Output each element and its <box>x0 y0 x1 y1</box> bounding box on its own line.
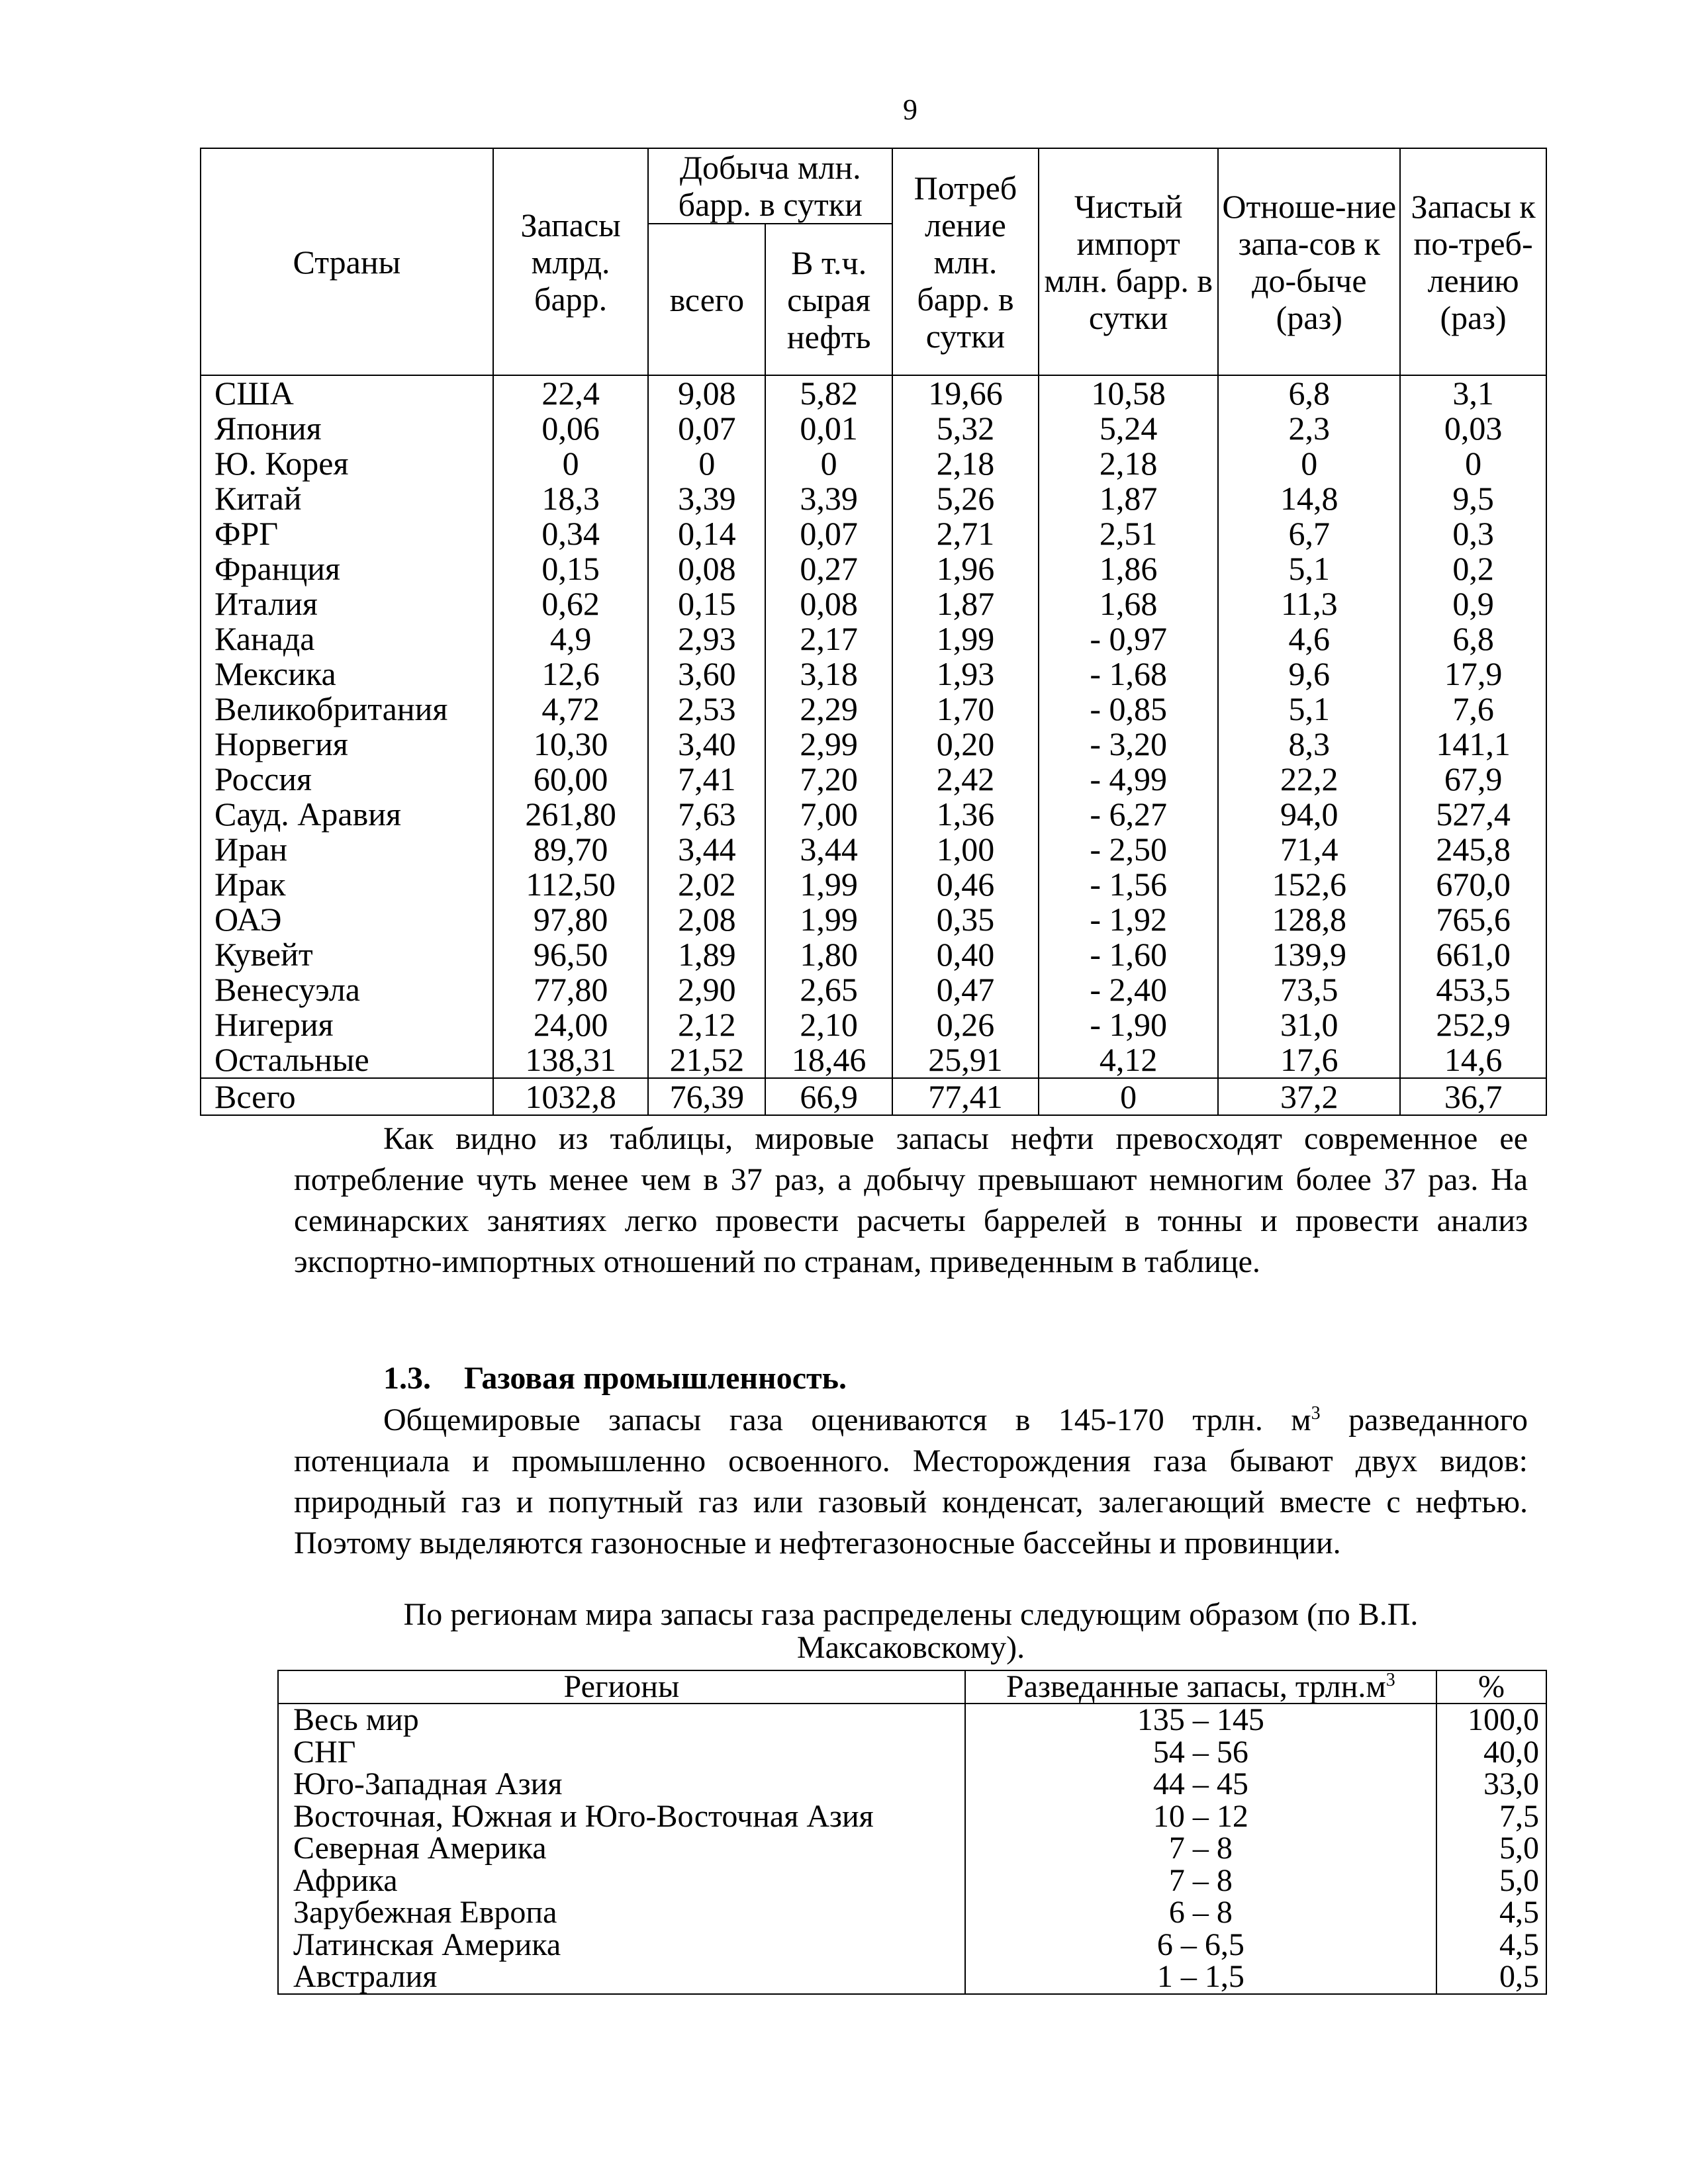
table-cell: 6,7 <box>1218 516 1400 551</box>
table-row <box>201 1078 1546 1115</box>
header-region: Регионы <box>278 1670 965 1704</box>
table-cell: 6 – 6,5 <box>965 1929 1436 1962</box>
table-cell: 661,0 <box>1400 937 1546 972</box>
row-label: Нигерия <box>201 1007 493 1042</box>
table-cell: 7,5 <box>1436 1801 1546 1833</box>
table-cell: 0,20 <box>892 727 1039 762</box>
table-cell: 2,93 <box>648 621 765 657</box>
table-cell: 245,8 <box>1400 832 1546 867</box>
table-cell: 2,71 <box>892 516 1039 551</box>
table-cell: - 1,56 <box>1039 867 1219 902</box>
table-cell: 1,68 <box>1039 586 1219 621</box>
table-cell: 0,40 <box>892 937 1039 972</box>
header-net-import: Чистый импорт млн. барр. в сутки <box>1039 148 1219 375</box>
header-reserves: Запасы млрд. барр. <box>493 148 649 375</box>
table-cell: 18,3 <box>493 481 649 516</box>
table-cell: 3,60 <box>648 657 765 692</box>
table-cell: 2,65 <box>765 972 892 1007</box>
row-label: Ирак <box>201 867 493 902</box>
table-cell: 1,00 <box>892 832 1039 867</box>
table-cell: 17,6 <box>1218 1042 1400 1078</box>
table-cell: 25,91 <box>892 1042 1039 1078</box>
header-production: Добыча млн. барр. в сутки <box>648 148 892 224</box>
table-cell: 4,9 <box>493 621 649 657</box>
table-cell: 3,40 <box>648 727 765 762</box>
table-row <box>201 832 1546 867</box>
header-ratio-production: Отноше-ние запа-сов к до-быче (раз) <box>1218 148 1400 375</box>
table-cell: 2,08 <box>648 902 765 937</box>
table-row <box>201 972 1546 1007</box>
table-cell: 5,1 <box>1218 551 1400 586</box>
table-cell: 31,0 <box>1218 1007 1400 1042</box>
table-cell: 0 <box>1400 446 1546 481</box>
table-cell: 0,06 <box>493 411 649 446</box>
table-cell: 0,46 <box>892 867 1039 902</box>
table-cell: 0,35 <box>892 902 1039 937</box>
table-cell: 9,08 <box>648 375 765 411</box>
table-cell: 5,82 <box>765 375 892 411</box>
table-cell: 0,15 <box>493 551 649 586</box>
table-cell: 5,1 <box>1218 692 1400 727</box>
table-cell: 1,86 <box>1039 551 1219 586</box>
table-cell: 40,0 <box>1436 1737 1546 1769</box>
table-cell: - 1,90 <box>1039 1007 1219 1042</box>
row-label: Великобритания <box>201 692 493 727</box>
table-cell: 76,39 <box>648 1078 765 1115</box>
row-label: Африка <box>278 1865 965 1897</box>
page-number: 9 <box>903 93 917 126</box>
table-cell: - 1,68 <box>1039 657 1219 692</box>
superscript: 3 <box>1385 1670 1395 1690</box>
table-cell: 453,5 <box>1400 972 1546 1007</box>
table-cell: 138,31 <box>493 1042 649 1078</box>
table-cell: 6,8 <box>1400 621 1546 657</box>
paragraph-gas-reserves <box>294 1400 1528 1564</box>
table-row <box>201 586 1546 621</box>
table-cell: - 1,92 <box>1039 902 1219 937</box>
table-cell: 3,18 <box>765 657 892 692</box>
table-cell: 1,93 <box>892 657 1039 692</box>
table-cell: 0,08 <box>765 586 892 621</box>
table-cell: 24,00 <box>493 1007 649 1042</box>
table-cell: 135 – 145 <box>965 1704 1436 1737</box>
row-label: Кувейт <box>201 937 493 972</box>
table-cell: 7,6 <box>1400 692 1546 727</box>
table-cell: 3,1 <box>1400 375 1546 411</box>
table-cell: 0,3 <box>1400 516 1546 551</box>
table-cell: 7 – 8 <box>965 1833 1436 1865</box>
table-cell: 22,4 <box>493 375 649 411</box>
table-cell: - 1,60 <box>1039 937 1219 972</box>
table-cell: 0 <box>493 446 649 481</box>
table-cell: 17,9 <box>1400 657 1546 692</box>
table-cell: 97,80 <box>493 902 649 937</box>
table-row <box>201 551 1546 586</box>
table-cell: 0 <box>648 446 765 481</box>
table-row <box>278 1865 1546 1897</box>
table-cell: 54 – 56 <box>965 1737 1436 1769</box>
row-label: Восточная, Южная и Юго-Восточная Азия <box>278 1801 965 1833</box>
table-cell: 2,18 <box>1039 446 1219 481</box>
row-label: ФРГ <box>201 516 493 551</box>
paragraph-text: Общемировые запасы газа оцениваются в 145-170 трлн. м <box>383 1402 1311 1437</box>
table-cell: 14,8 <box>1218 481 1400 516</box>
table-cell: 0 <box>1218 446 1400 481</box>
table-cell: 2,29 <box>765 692 892 727</box>
table-cell: - 0,97 <box>1039 621 1219 657</box>
table-cell: 3,44 <box>765 832 892 867</box>
table-row <box>201 657 1546 692</box>
table-cell: 44 – 45 <box>965 1768 1436 1801</box>
gas-table <box>277 1670 1547 1995</box>
row-label: Канада <box>201 621 493 657</box>
table-cell: 9,6 <box>1218 657 1400 692</box>
table-cell: 0,47 <box>892 972 1039 1007</box>
table-cell: 66,9 <box>765 1078 892 1115</box>
table-cell: 1,99 <box>765 867 892 902</box>
table-cell: 2,42 <box>892 762 1039 797</box>
table-cell: 0,01 <box>765 411 892 446</box>
table-cell: 0,5 <box>1436 1961 1546 1994</box>
table-row <box>201 411 1546 446</box>
row-label: Мексика <box>201 657 493 692</box>
row-label: Остальные <box>201 1042 493 1078</box>
table-cell: 1,99 <box>765 902 892 937</box>
row-label: Япония <box>201 411 493 446</box>
table-cell: 94,0 <box>1218 797 1400 832</box>
table-row <box>201 902 1546 937</box>
table-cell: 2,90 <box>648 972 765 1007</box>
table-cell: 67,9 <box>1400 762 1546 797</box>
table-cell: 2,12 <box>648 1007 765 1042</box>
table-row <box>201 1007 1546 1042</box>
table-cell: 0,62 <box>493 586 649 621</box>
header-text: Разведанные запасы, трлн.м <box>1006 1669 1386 1704</box>
row-label: Норвегия <box>201 727 493 762</box>
table-cell: 2,99 <box>765 727 892 762</box>
table-cell: 1,89 <box>648 937 765 972</box>
table-cell: 2,10 <box>765 1007 892 1042</box>
table-cell: 6,8 <box>1218 375 1400 411</box>
row-label: Зарубежная Европа <box>278 1897 965 1929</box>
table-cell: 1,99 <box>892 621 1039 657</box>
table-cell: 527,4 <box>1400 797 1546 832</box>
table-cell: 1032,8 <box>493 1078 649 1115</box>
header-percent: % <box>1436 1670 1546 1704</box>
table-row <box>278 1801 1546 1833</box>
table-cell: 9,5 <box>1400 481 1546 516</box>
table-cell: 5,0 <box>1436 1833 1546 1865</box>
row-label: Юго-Западная Азия <box>278 1768 965 1801</box>
table-row <box>201 446 1546 481</box>
row-label: Россия <box>201 762 493 797</box>
table-cell: 1,87 <box>892 586 1039 621</box>
table-cell: 7 – 8 <box>965 1865 1436 1897</box>
paragraph-text: Как видно из таблицы, мировые запасы нефти превосходят современное ее потребление чуть менее чем в 37 раз, а добычу превышают немногим более 37 раз. На семинарских занятиях легко провести расчеты баррелей в тонны и провести анализ экспортно-импортных отношений по странам, приведенным в таблице. <box>294 1121 1528 1279</box>
table-cell: 5,26 <box>892 481 1039 516</box>
table-row <box>201 1042 1546 1078</box>
table-cell: 5,24 <box>1039 411 1219 446</box>
table-cell: 0,07 <box>648 411 765 446</box>
table-cell: 2,17 <box>765 621 892 657</box>
table-row <box>201 867 1546 902</box>
table-cell: 22,2 <box>1218 762 1400 797</box>
table-cell: 112,50 <box>493 867 649 902</box>
table-cell: 5,32 <box>892 411 1039 446</box>
table-cell: 10,30 <box>493 727 649 762</box>
table-cell: 4,5 <box>1436 1929 1546 1962</box>
row-label: Китай <box>201 481 493 516</box>
table-cell: 100,0 <box>1436 1704 1546 1737</box>
table-cell: - 2,50 <box>1039 832 1219 867</box>
table-cell: 12,6 <box>493 657 649 692</box>
table-cell: 1 – 1,5 <box>965 1961 1436 1994</box>
table-cell: 1,70 <box>892 692 1039 727</box>
table-cell: 0,14 <box>648 516 765 551</box>
table-cell: 261,80 <box>493 797 649 832</box>
table-cell: 2,02 <box>648 867 765 902</box>
header-production-crude: В т.ч. сырая нефть <box>765 224 892 375</box>
table-cell: 0,2 <box>1400 551 1546 586</box>
row-label: Весь мир <box>278 1704 965 1737</box>
row-label: Всего <box>201 1078 493 1115</box>
table-cell: 10,58 <box>1039 375 1219 411</box>
table-cell: - 2,40 <box>1039 972 1219 1007</box>
table-cell: 0,08 <box>648 551 765 586</box>
row-label: Сауд. Аравия <box>201 797 493 832</box>
table-row <box>201 692 1546 727</box>
row-label: Франция <box>201 551 493 586</box>
table-cell: - 0,85 <box>1039 692 1219 727</box>
row-label: Ю. Корея <box>201 446 493 481</box>
table-cell: 0,26 <box>892 1007 1039 1042</box>
section-number: 1.3. <box>383 1361 431 1396</box>
table-cell: - 4,99 <box>1039 762 1219 797</box>
oil-table <box>200 148 1547 1116</box>
table-cell: 2,18 <box>892 446 1039 481</box>
table-cell: 37,2 <box>1218 1078 1400 1115</box>
row-label: Иран <box>201 832 493 867</box>
table-cell: 0 <box>1039 1078 1219 1115</box>
table-row <box>278 1704 1546 1737</box>
table-row <box>201 621 1546 657</box>
table-cell: - 3,20 <box>1039 727 1219 762</box>
table-cell: 4,5 <box>1436 1897 1546 1929</box>
table-cell: 19,66 <box>892 375 1039 411</box>
table-cell: 3,44 <box>648 832 765 867</box>
table-row <box>201 481 1546 516</box>
row-label: Австралия <box>278 1961 965 1994</box>
row-label: СНГ <box>278 1737 965 1769</box>
table-cell: 3,39 <box>648 481 765 516</box>
table-row <box>278 1897 1546 1929</box>
table-row <box>278 1961 1546 1994</box>
table-cell: 11,3 <box>1218 586 1400 621</box>
table-cell: 89,70 <box>493 832 649 867</box>
table-cell: 1,36 <box>892 797 1039 832</box>
table-row <box>278 1929 1546 1962</box>
table-cell: 7,00 <box>765 797 892 832</box>
header-consumption: Потреб ление млн. барр. в сутки <box>892 148 1039 375</box>
paragraph-oil-summary <box>294 1118 1528 1283</box>
table-row <box>201 762 1546 797</box>
table-cell: 0,07 <box>765 516 892 551</box>
table-cell: 139,9 <box>1218 937 1400 972</box>
row-label: Венесуэла <box>201 972 493 1007</box>
table-row <box>278 1737 1546 1769</box>
table-cell: 4,6 <box>1218 621 1400 657</box>
table-cell: 0 <box>765 446 892 481</box>
row-label: Северная Америка <box>278 1833 965 1865</box>
table-cell: 7,63 <box>648 797 765 832</box>
table-cell: 36,7 <box>1400 1078 1546 1115</box>
table-cell: 128,8 <box>1218 902 1400 937</box>
row-label: США <box>201 375 493 411</box>
table-cell: 2,53 <box>648 692 765 727</box>
row-label: Италия <box>201 586 493 621</box>
table-cell: 14,6 <box>1400 1042 1546 1078</box>
table-cell: 2,51 <box>1039 516 1219 551</box>
table-row <box>201 516 1546 551</box>
table-row <box>201 797 1546 832</box>
table-cell: 77,80 <box>493 972 649 1007</box>
table-cell: 8,3 <box>1218 727 1400 762</box>
table-cell: 670,0 <box>1400 867 1546 902</box>
table-cell: 0,9 <box>1400 586 1546 621</box>
table-row <box>201 375 1546 411</box>
section-heading <box>383 1360 880 1396</box>
table-row <box>278 1768 1546 1801</box>
table-cell: 10 – 12 <box>965 1801 1436 1833</box>
oil-table-body <box>201 375 1546 1115</box>
table-cell: 0,27 <box>765 551 892 586</box>
table-cell: 0,15 <box>648 586 765 621</box>
row-label: Латинская Америка <box>278 1929 965 1962</box>
table-cell: 141,1 <box>1400 727 1546 762</box>
table-cell: 7,41 <box>648 762 765 797</box>
table-cell: 0,03 <box>1400 411 1546 446</box>
table-cell: 33,0 <box>1436 1768 1546 1801</box>
table-cell: 7,20 <box>765 762 892 797</box>
table-cell: 1,96 <box>892 551 1039 586</box>
table-cell: 60,00 <box>493 762 649 797</box>
table-cell: 77,41 <box>892 1078 1039 1115</box>
table-cell: 765,6 <box>1400 902 1546 937</box>
gas-table-caption: По регионам мира запасы газа распределены следующим образом (по В.П. Максаковскому). <box>403 1597 1419 1665</box>
table-cell: 4,12 <box>1039 1042 1219 1078</box>
header-production-total: всего <box>648 224 765 375</box>
table-cell: 1,87 <box>1039 481 1219 516</box>
table-cell: 21,52 <box>648 1042 765 1078</box>
table-cell: 18,46 <box>765 1042 892 1078</box>
table-cell: 3,39 <box>765 481 892 516</box>
superscript: 3 <box>1311 1403 1321 1424</box>
header-country: Страны <box>201 148 493 375</box>
table-cell: 96,50 <box>493 937 649 972</box>
table-cell: 73,5 <box>1218 972 1400 1007</box>
gas-table-body <box>278 1704 1546 1994</box>
table-row <box>201 937 1546 972</box>
table-cell: 152,6 <box>1218 867 1400 902</box>
table-cell: 0,34 <box>493 516 649 551</box>
table-cell: 71,4 <box>1218 832 1400 867</box>
header-gas-reserves <box>965 1670 1436 1704</box>
table-cell: 5,0 <box>1436 1865 1546 1897</box>
table-row <box>201 727 1546 762</box>
table-cell: 252,9 <box>1400 1007 1546 1042</box>
table-cell: - 6,27 <box>1039 797 1219 832</box>
table-cell: 4,72 <box>493 692 649 727</box>
table-row <box>278 1833 1546 1865</box>
section-title: Газовая промышленность. <box>464 1361 847 1396</box>
table-cell: 2,3 <box>1218 411 1400 446</box>
paragraph-text: разведанного потенциала и промышленно освоенного. Месторождения газа бывают двух видов: природный газ и попутный газ или газовый конденсат, залегающий вместе с нефтью. Поэтому выделяются газоносные и нефтегазоносные бассейны и провинции. <box>294 1402 1528 1561</box>
header-ratio-consumption: Запасы к по-треб-лению (раз) <box>1400 148 1546 375</box>
table-cell: 6 – 8 <box>965 1897 1436 1929</box>
row-label: ОАЭ <box>201 902 493 937</box>
table-cell: 1,80 <box>765 937 892 972</box>
